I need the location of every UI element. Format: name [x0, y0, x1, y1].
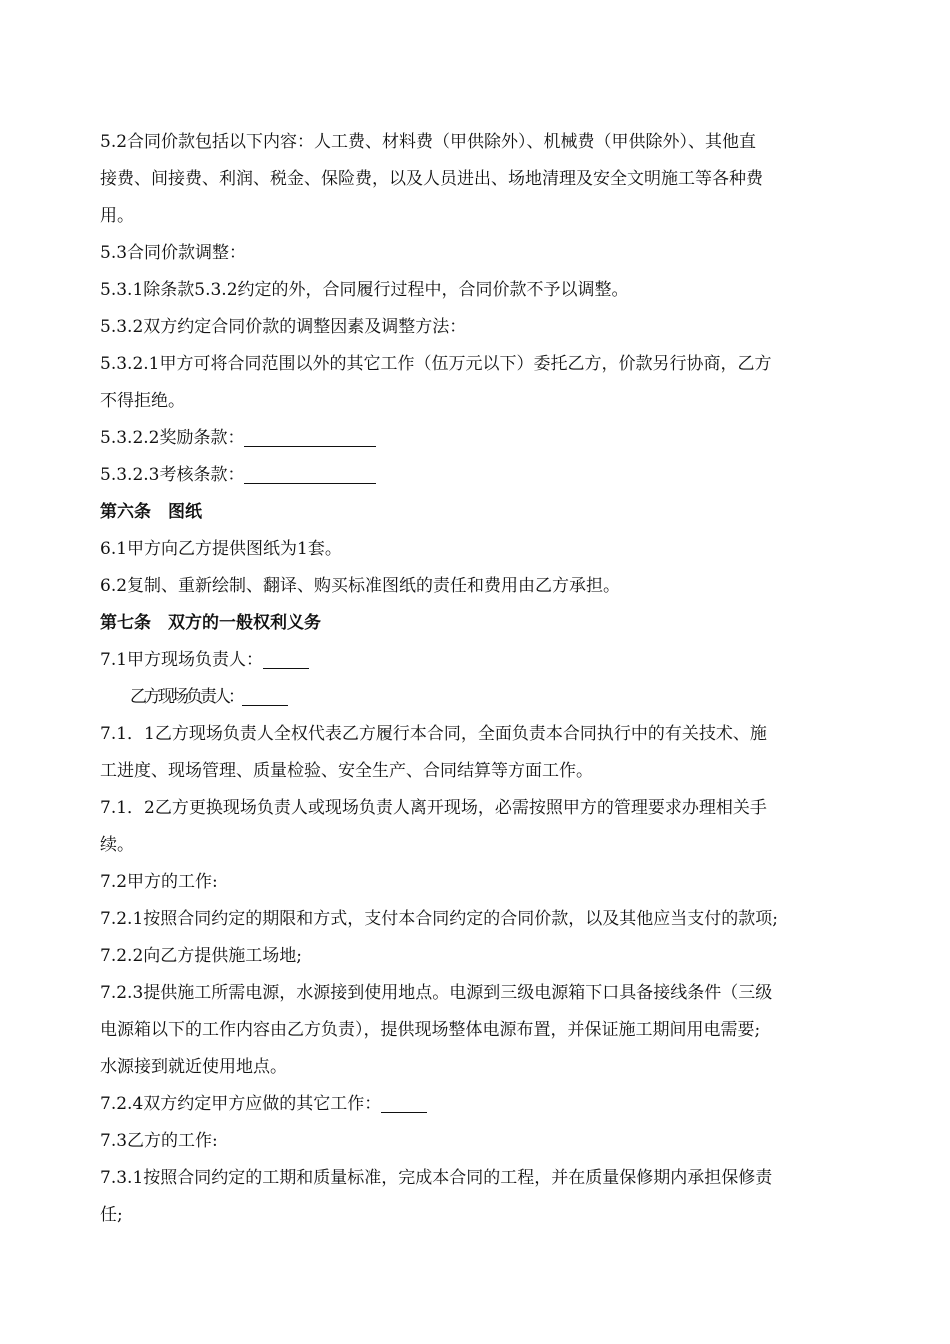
clause-7-2-3-line-2: 电源箱以下的工作内容由乙方负责），提供现场整体电源布置，并保证施工期间用电需要; [100, 1020, 761, 1040]
clause-5-3-2-2 [100, 420, 870, 457]
clause-7-3-1-line-2: 任; [100, 1205, 123, 1225]
clause-7-3: 7.3乙方的工作: [100, 1131, 218, 1151]
clause-7-2-4-label: 7.2.4双方约定甲方应做的其它工作： [100, 1094, 382, 1114]
contract-page [100, 124, 870, 1234]
party-a-manager-label: 7.1甲方现场负责人： [100, 650, 264, 670]
clause-7-2-2: 7.2.2向乙方提供施工场地; [100, 946, 302, 966]
clause-6-2: 6.2复制、重新绘制、翻译、购买标准图纸的责任和费用由乙方承担。 [100, 576, 621, 596]
assessment-terms-blank[interactable] [244, 461, 376, 484]
clause-5-3-2-3 [100, 457, 870, 494]
clause-5-2-line-3: 用。 [100, 206, 134, 226]
party-b-manager-label: 乙方现场负责人： [130, 687, 242, 707]
article-7-heading: 第七条 双方的一般权利义务 [100, 613, 321, 633]
clause-7-2-4 [100, 1086, 870, 1123]
reward-terms-blank[interactable] [244, 424, 376, 447]
clause-7-2: 7.2甲方的工作: [100, 872, 218, 892]
clause-5-3-2-1-line-2: 不得拒绝。 [100, 391, 185, 411]
other-work-blank[interactable] [381, 1090, 427, 1113]
clause-5-3: 5.3合同价款调整： [100, 243, 247, 263]
clause-7-1-2-line-2: 续。 [100, 835, 134, 855]
clause-7-1-party-a [100, 642, 870, 679]
clause-7-2-3-line-1: 7.2.3提供施工所需电源，水源接到使用地点。电源到三级电源箱下口具备接线条件（三级 [100, 983, 773, 1003]
clause-5-3-2: 5.3.2双方约定合同价款的调整因素及调整方法： [100, 317, 467, 337]
party-b-manager-blank[interactable] [242, 683, 288, 706]
clause-5-2-line-1: 5.2合同价款包括以下内容：人工费、材料费（甲供除外）、机械费（甲供除外）、其他直 [100, 132, 757, 152]
clause-5-2-line-2: 接费、间接费、利润、税金、保险费，以及人员进出、场地清理及安全文明施工等各种费 [100, 169, 763, 189]
clause-7-1-party-b [100, 679, 870, 716]
clause-5-3-2-2-label: 5.3.2.2奖励条款： [100, 428, 245, 448]
clause-7-2-1: 7.2.1按照合同约定的期限和方式，支付本合同约定的合同价款，以及其他应当支付的款项; [100, 909, 778, 929]
party-a-manager-blank[interactable] [263, 646, 309, 669]
clause-5-3-1: 5.3.1除条款5.3.2约定的外，合同履行过程中，合同价款不予以调整。 [100, 280, 629, 300]
clause-5-3-2-3-label: 5.3.2.3考核条款： [100, 465, 245, 485]
clause-7-3-1-line-1: 7.3.1按照合同约定的工期和质量标准，完成本合同的工程，并在质量保修期内承担保修责 [100, 1168, 773, 1188]
clause-7-1-2-line-1: 7.1．2乙方更换现场负责人或现场负责人离开现场，必需按照甲方的管理要求办理相关手 [100, 798, 767, 818]
clause-7-2-3-line-3: 水源接到就近使用地点。 [100, 1057, 287, 1077]
clause-7-1-1-line-2: 工进度、现场管理、质量检验、安全生产、合同结算等方面工作。 [100, 761, 593, 781]
clause-5-3-2-1-line-1: 5.3.2.1甲方可将合同范围以外的其它工作（伍万元以下）委托乙方，价款另行协商，乙方 [100, 354, 772, 374]
clause-6-1: 6.1甲方向乙方提供图纸为1套。 [100, 539, 342, 559]
article-6-heading: 第六条 图纸 [100, 502, 202, 522]
clause-7-1-1-line-1: 7.1．1乙方现场负责人全权代表乙方履行本合同，全面负责本合同执行中的有关技术、施 [100, 724, 767, 744]
